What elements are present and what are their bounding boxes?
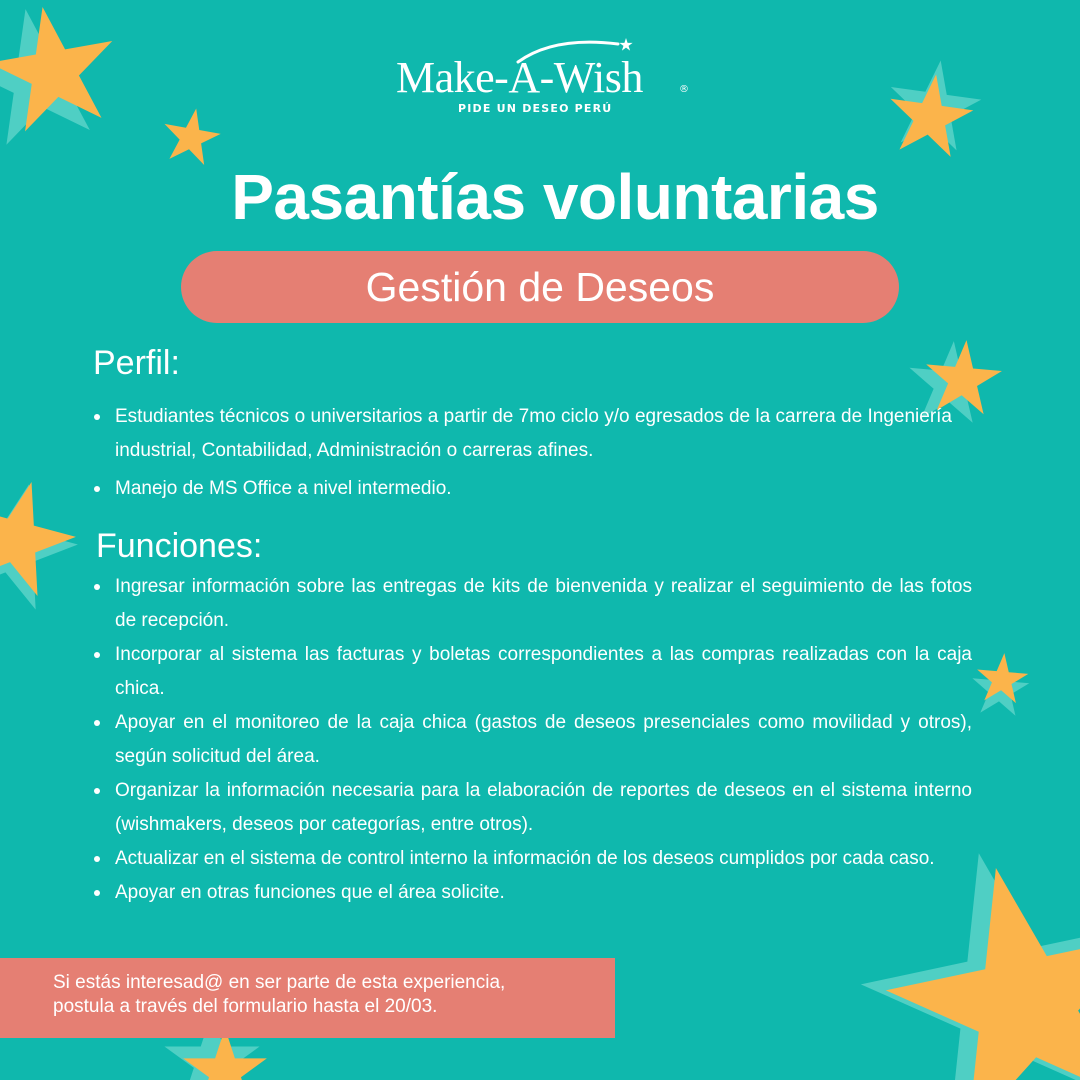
subtitle-banner (181, 251, 899, 323)
cta-line-1: Si estás interesad@ en ser parte de esta experiencia, (53, 972, 506, 993)
make-a-wish-logo (396, 36, 696, 122)
profile-heading: Perfil: (93, 344, 180, 382)
functions-list (92, 570, 972, 910)
star-icon (159, 104, 225, 167)
registered-mark: ® (679, 84, 689, 95)
list-item: Apoyar en el monitoreo de la caja chica (gastos de deseos presenciales como movilidad y otros), según solicitud del área. (92, 706, 972, 774)
list-item: Manejo de MS Office a nivel intermedio. (92, 472, 952, 506)
page-title: Pasantías voluntarias (231, 161, 879, 233)
subtitle-text: Gestión de Deseos (365, 263, 715, 310)
profile-list (92, 400, 952, 506)
list-item: Organizar la información necesaria para la elaboración de reportes de deseos en el sistema interno (wishmakers, deseos por categorías, entre otros). (92, 774, 972, 842)
functions-heading: Funciones: (96, 527, 263, 565)
logo-wordmark: Make-A-Wish (396, 53, 643, 102)
list-item: Actualizar en el sistema de control interno la información de los deseos cumplidos por cada caso. (92, 842, 972, 876)
list-item: Estudiantes técnicos o universitarios a partir de 7mo ciclo y/o egresados de la carrera de Ingeniería industrial, Contabilidad, Administración o carreras afines. (92, 400, 952, 468)
cta-line-2: postula a través del formulario hasta el 20/03. (53, 996, 438, 1017)
call-to-action-banner (0, 958, 615, 1038)
list-item: Incorporar al sistema las facturas y boletas correspondientes a las compras realizadas con la caja chica. (92, 638, 972, 706)
list-item: Ingresar información sobre las entregas de kits de bienvenida y realizar el seguimiento de las fotos de recepción. (92, 570, 972, 638)
list-item: Apoyar en otras funciones que el área solicite. (92, 876, 972, 910)
logo-tagline: PIDE UN DESEO PERÚ (458, 102, 613, 115)
